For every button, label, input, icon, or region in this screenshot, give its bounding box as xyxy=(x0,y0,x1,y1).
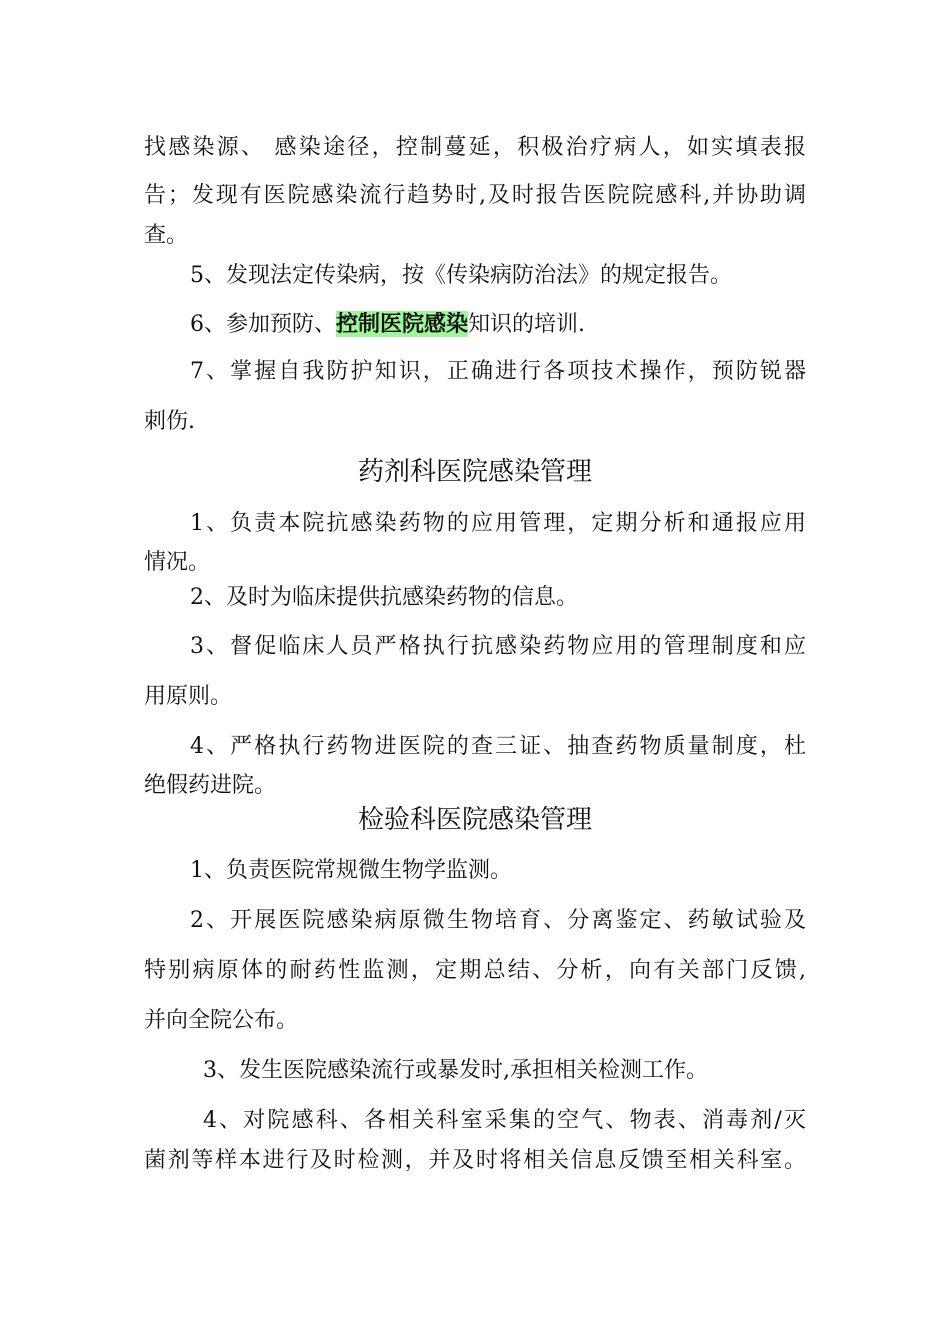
pharmacy-item-4-line-1: 4、严格执行药物进医院的查三证、抽查药物质量制度，杜 xyxy=(190,734,806,759)
lab-item-1: 1、负责医院常规微生物学监测。 xyxy=(190,858,512,883)
pharmacy-item-1-line-2: 情况。 xyxy=(144,550,211,575)
intro-line-3: 查。 xyxy=(144,223,189,248)
pharmacy-item-3-line-1: 3、督促临床人员严格执行抗感染药物应用的管理制度和应 xyxy=(190,634,806,659)
pharmacy-section-title: 药剂科医院感染管理 xyxy=(357,457,592,487)
highlighted-phrase: 控制医院感染 xyxy=(336,311,469,337)
intro-line-2: 告；发现有医院感染流行趋势时,及时报告医院院感科,并协助调 xyxy=(144,183,806,208)
item-7-line-2: 刺伤. xyxy=(144,409,195,434)
pharmacy-item-1-line-1: 1、负责本院抗感染药物的应用管理，定期分析和通报应用 xyxy=(190,511,806,536)
pharmacy-item-3-line-2: 用原则。 xyxy=(144,684,233,709)
lab-item-2-line-3: 并向全院公布。 xyxy=(144,1008,299,1033)
lab-section-title: 检验科医院感染管理 xyxy=(357,805,592,835)
item-6-prefix: 6、参加预防、 xyxy=(190,312,336,337)
lab-item-3: 3、发生医院感染流行或暴发时,承担相关检测工作。 xyxy=(203,1058,708,1083)
lab-item-4-line-1: 4、对院感科、各相关科室采集的空气、物表、消毒剂/灭 xyxy=(203,1108,806,1133)
intro-line-1: 找感染源、 感染途径，控制蔓延，积极治疗病人，如实填表报 xyxy=(144,135,806,160)
item-6 xyxy=(190,309,806,339)
lab-item-2-line-2: 特别病原体的耐药性监测，定期总结、分析，向有关部门反馈, xyxy=(144,958,806,983)
pharmacy-item-2: 2、及时为临床提供抗感染药物的信息。 xyxy=(190,585,578,610)
pharmacy-item-4-line-2: 绝假药进院。 xyxy=(144,773,277,798)
item-6-suffix: 知识的培训. xyxy=(468,312,586,337)
lab-item-2-line-1: 2、开展医院感染病原微生物培育、分离鉴定、药敏试验及 xyxy=(190,908,806,933)
item-7-line-1: 7、掌握自我防护知识，正确进行各项技术操作，预防锐器 xyxy=(190,359,806,384)
lab-item-4-line-2: 菌剂等样本进行及时检测，并及时将相关信息反馈至相关科室。 xyxy=(144,1148,806,1173)
item-5: 5、发现法定传染病，按《传染病防治法》的规定报告。 xyxy=(190,263,732,288)
